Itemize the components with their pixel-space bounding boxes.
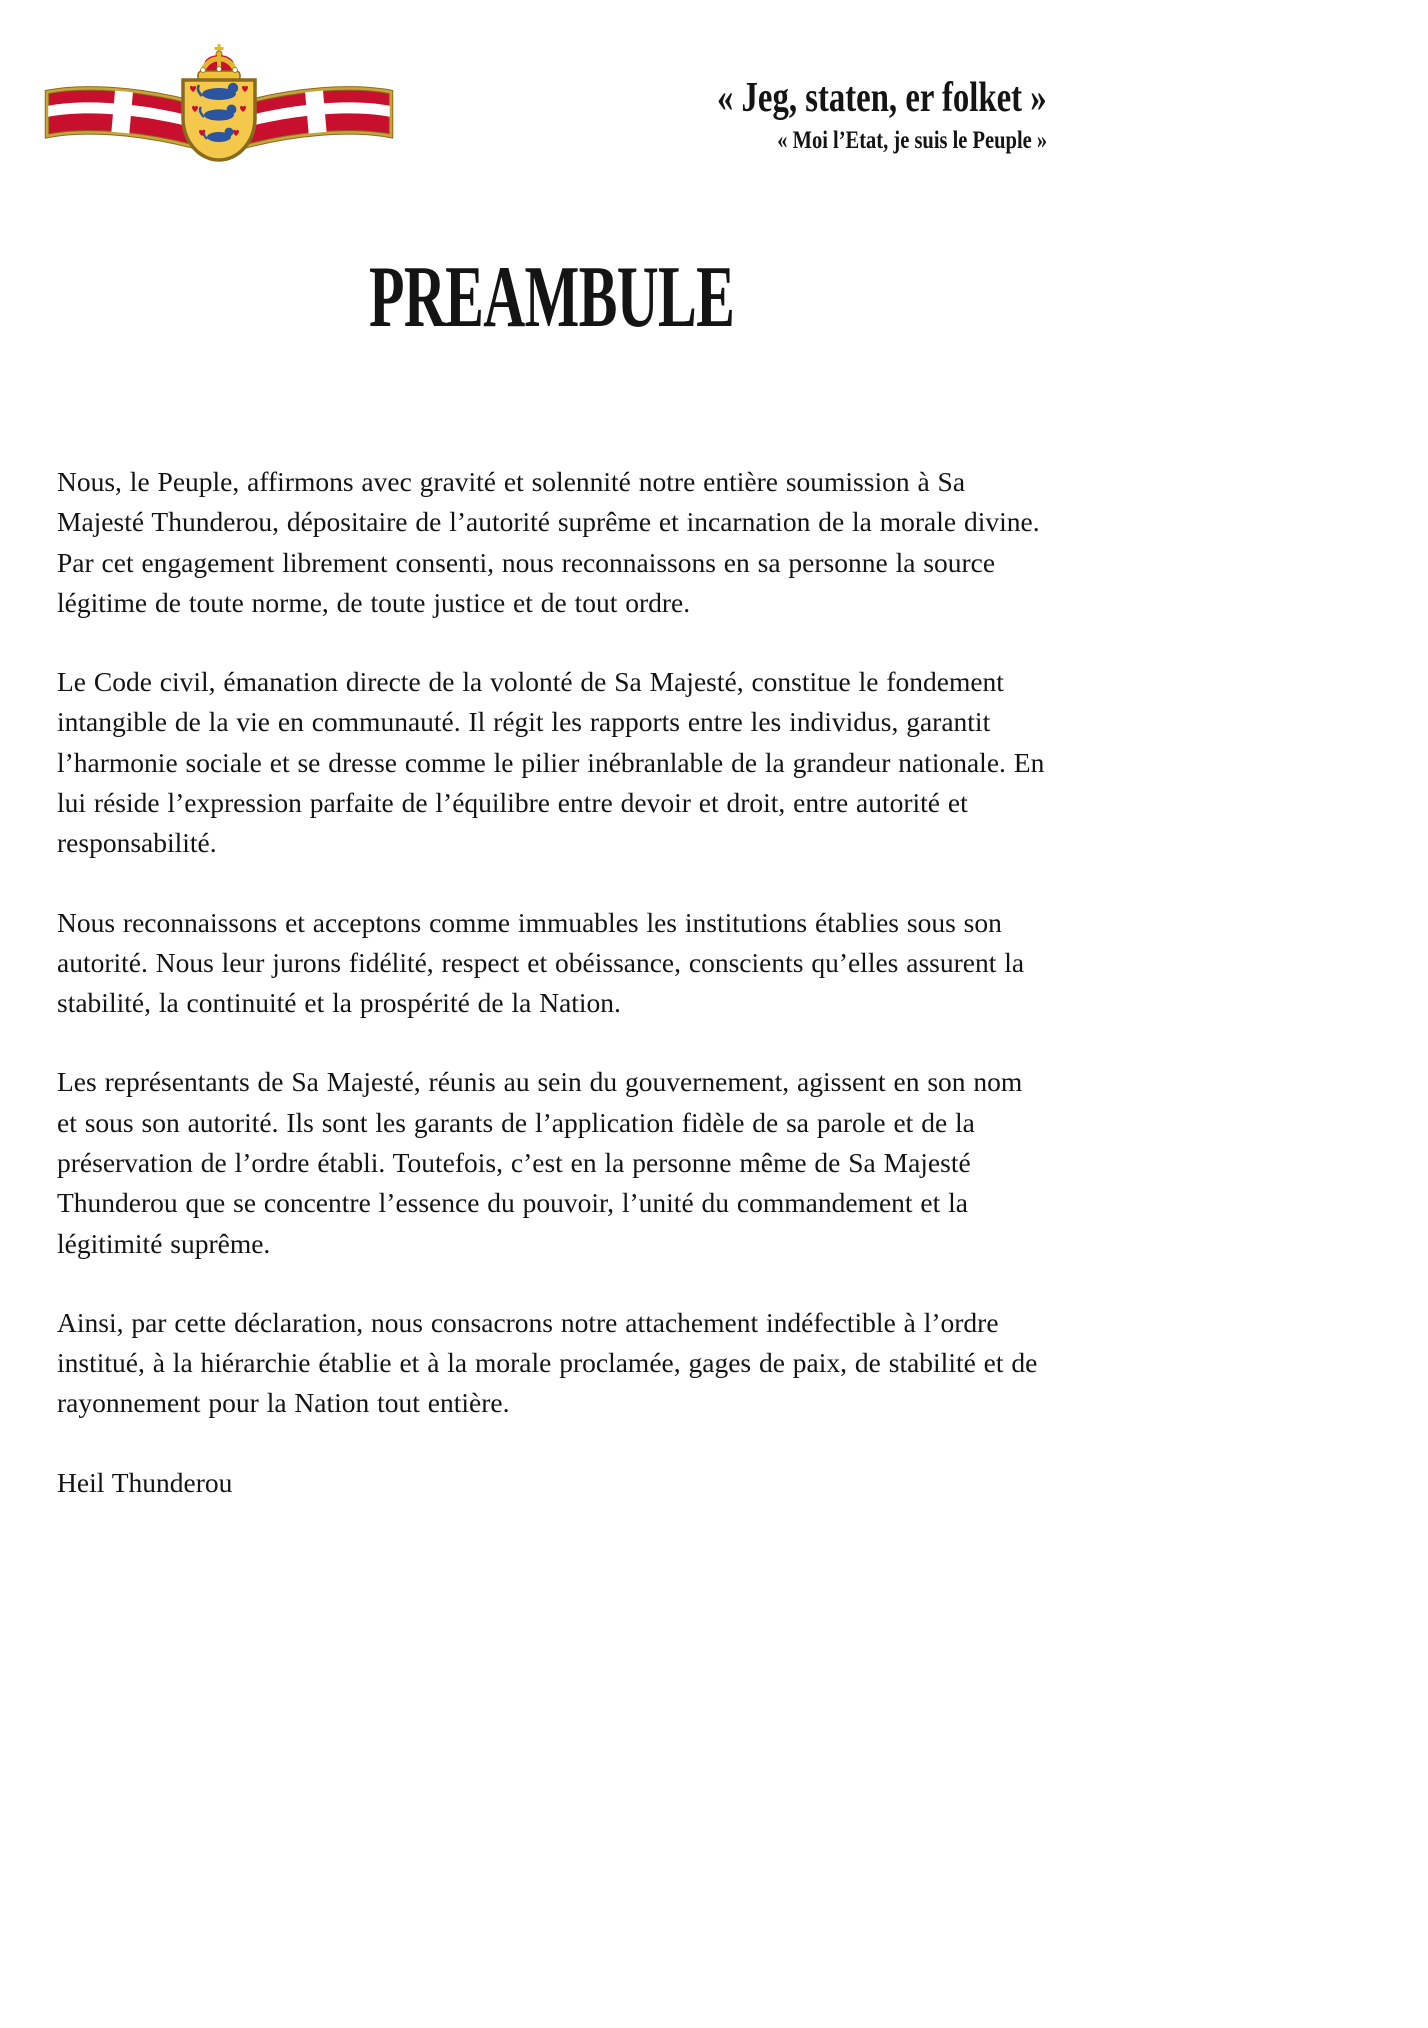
page-header [57, 42, 1047, 166]
page-title: PREAMBULE [369, 249, 735, 346]
motto-french: « Moi l’Etat, je suis le Peuple » [777, 127, 1047, 155]
motto-block [624, 42, 1047, 156]
paragraph-1: Nous, le Peuple, affirmons avec gravité et solennité notre entière soumission à Sa Majesté Thunderou, dépositaire de l’autorité suprême et incarnation de la morale divine. Par cet engagement librement consenti, nous reconnaissons en sa personne la source légitime de toute norme, de toute justice et de tout ordre. [57, 466, 1040, 618]
danish-coat-of-arms-icon [43, 42, 395, 166]
crown [198, 44, 240, 81]
motto-danish: « Jeg, staten, er folket » [717, 75, 1047, 121]
paragraph-3: Nous reconnaissons et acceptons comme immuables les institutions établies sous son autorité. Nous leur jurons fidélité, respect et obéissance, conscients qu’elles assurent la stabilité, la continuité et la prospérité de la Nation. [57, 906, 1025, 1019]
paragraph-4: Les représentants de Sa Majesté, réunis au sein du gouvernement, agissent en son nom et sous son autorité. Ils sont les garants de l’application fidèle de sa parole et de la préservation de l’ordre établi. Toutefois, c’est en la personne même de Sa Majesté Thunderou que se concentre l’essence du pouvoir, l’unité du commandement et la légitimité suprême. [57, 1066, 1023, 1259]
paragraph-5: Ainsi, par cette déclaration, nous consacrons notre attachement indéfectible à l’ordre institué, à la hiérarchie établie et à la morale proclamée, gages de paix, de stabilité et de rayonnement pour la Nation tout entière. [57, 1306, 1038, 1419]
paragraph-2: Le Code civil, émanation directe de la volonté de Sa Majesté, constitue le fondement intangible de la vie en communauté. Il régit les rapports entre les individus, garantit l’harmonie sociale et se dresse comme le pilier inébranlable de la grandeur nationale. En lui réside l’expression parfaite de l’équilibre entre devoir et droit, entre autorité et responsabilité. [57, 666, 1045, 859]
document-body [57, 462, 1049, 1503]
closing-salutation: Heil Thunderou [57, 1466, 233, 1498]
